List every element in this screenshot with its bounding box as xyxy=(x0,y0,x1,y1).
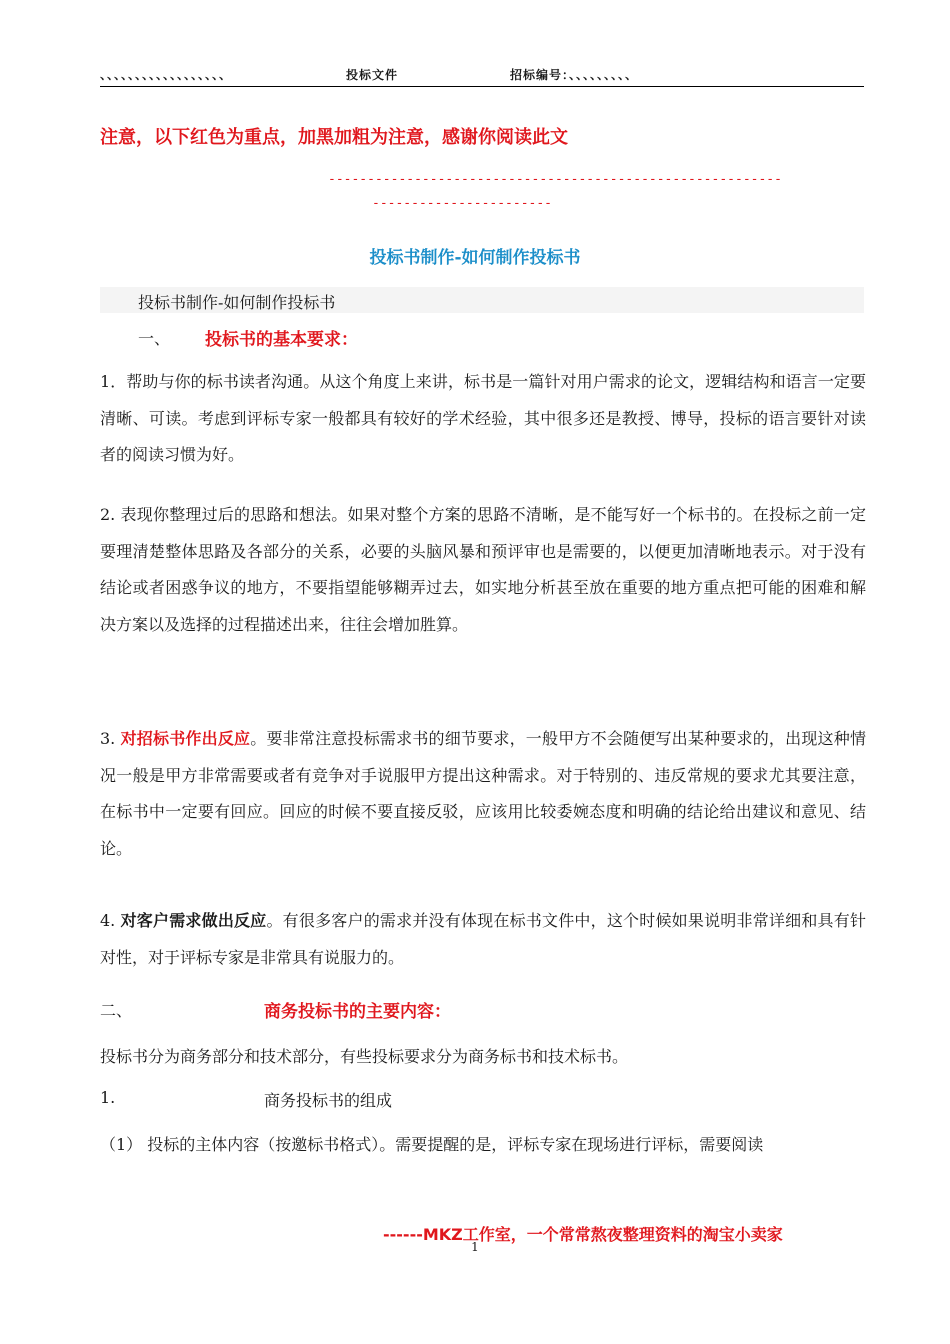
header-bid-number: 招标编号：、、、、、、、、、 xyxy=(510,68,639,82)
paragraph-4-body: 。有很多客户的需求并没有体现在标书文件中，这个时候如果说明非常详细和具有针对性，对于评标专家是非常具有说服力的。 xyxy=(100,911,866,967)
dash-line-2: ----------------------- xyxy=(372,196,553,211)
header-doc-label: 投标文件 xyxy=(346,68,399,82)
paragraph-2: 2. 表现你整理过后的思路和想法。如果对整个方案的思路不清晰，是不能写好一个标书的。在投标之前一定要理清楚整体思路及各部分的关系，必要的头脑风暴和预评审也是需要的，以便更加清晰地表示。对于没有结论或者困惑争议的地方，不要指望能够糊弄过去，如实地分析甚至放在重要的地方重点把可能的困难和解决方案以及选择的过程描述出来，往往会增加胜算。 xyxy=(100,505,866,634)
paragraph-3-lead: 对招标书作出反应 xyxy=(120,729,251,748)
paragraph-4-lead: 对客户需求做出反应 xyxy=(120,911,267,930)
paragraph-3-body: 。要非常注意投标需求书的细节要求，一般甲方不会随便写出某种要求的，出现这种情况一般是甲方非常需要或者有竞争对手说服甲方提出这种需求。对于特别的、违反常规的要求尤其要注意，在标书中一定要有回应。回应的时候不要直接反驳，应该用比较委婉态度和明确的结论给出建议和意见、结论。 xyxy=(100,729,866,858)
paragraph-4-number: 4. xyxy=(100,911,121,930)
page-header xyxy=(100,66,864,87)
paragraph-6: （1） 投标的主体内容（按邀标书格式）。需要提醒的是，评标专家在现场进行评标，需要阅读 xyxy=(100,1135,764,1154)
document-title: 投标书制作-如何制作投标书 xyxy=(369,248,581,268)
item-1-number: 1. xyxy=(100,1088,116,1107)
section-2-heading: 商务投标书的主要内容： xyxy=(264,1002,451,1022)
section-1-number: 一、 xyxy=(138,329,171,348)
footer-note: ------MKZ工作室，一个常常熬夜整理资料的淘宝小卖家 xyxy=(383,1225,783,1244)
paragraph-3 xyxy=(100,721,866,867)
paragraph-3-number: 3. xyxy=(100,729,121,748)
paragraph-1: 1．帮助与你的标书读者沟通。从这个角度上来讲，标书是一篇针对用户需求的论文，逻辑结构和语言一定要清晰、可读。考虑到评标专家一般都具有较好的学术经验，其中很多还是教授、博导，投标的语言要针对读者的阅读习惯为好。 xyxy=(100,372,866,464)
dash-line-1: ---------------------------------------------------------- xyxy=(328,172,782,187)
section-1-heading: 投标书的基本要求： xyxy=(205,330,358,350)
subtitle: 投标书制作-如何制作投标书 xyxy=(138,293,336,312)
header-dots: 、、、、、、、、、、、、、、、、、、 xyxy=(100,68,233,82)
paragraph-5: 投标书分为商务部分和技术部分，有些投标要求分为商务标书和技术标书。 xyxy=(100,1047,629,1066)
paragraph-4 xyxy=(100,903,866,976)
notice-text: 注意，以下红色为重点，加黑加粗为注意，感谢你阅读此文 xyxy=(100,127,568,148)
section-2-number: 二、 xyxy=(100,1001,133,1020)
page-number: 1 xyxy=(471,1240,479,1254)
item-1-text: 商务投标书的组成 xyxy=(264,1091,393,1110)
